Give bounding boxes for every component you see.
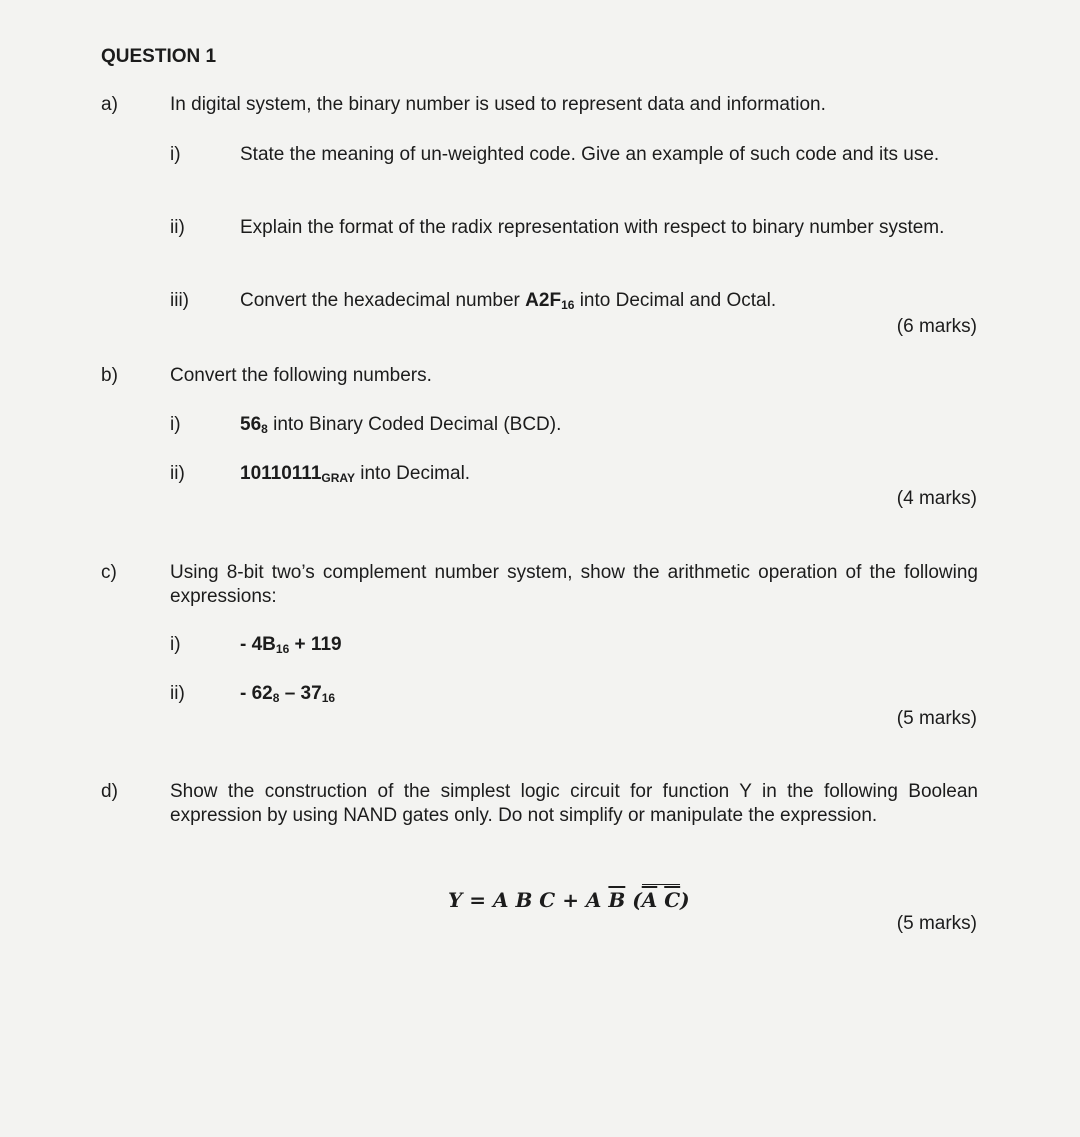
part-a-text: In digital system, the binary number is used to represent data and information.: [170, 94, 826, 115]
part-c-ii-expression: - $62_8 - 37_{16}$: [240, 683, 336, 705]
part-c-i-label: i): [170, 634, 181, 655]
part-a-iii-text: Convert the hexadecimal number $A2F_{16}$ into Decimal and Octal.: [240, 290, 777, 312]
part-a-i-label: i): [170, 144, 181, 165]
b-complement: $\overline{B}$: [608, 888, 626, 912]
part-b-text: Convert the following numbers.: [170, 365, 432, 386]
part-b-ii-text: $10110111_{GRAY}$ into Decimal.: [240, 463, 471, 485]
part-a-iii-label: iii): [170, 290, 189, 311]
part-a-ii-text: Explain the format of the radix representation with respect to binary number system.: [240, 217, 945, 238]
part-c-ii-label: ii): [170, 683, 185, 704]
part-b-i-label: i): [170, 414, 181, 435]
part-c-marks: (5 marks): [896, 708, 977, 729]
part-a-marks: (6 marks): [896, 316, 977, 337]
nand-overbar: [642, 884, 680, 913]
a-complement: $\overline{A}$: [641, 888, 658, 912]
part-d-text: Show the construction of the simplest logic circuit for function Y in the following Boolean expression by using NAND gates only. Do not simplify or manipulate the expression.: [170, 781, 978, 826]
c-complement: $\overline{C}$: [664, 888, 681, 912]
part-b-label: b): [101, 365, 118, 386]
part-c-label: c): [101, 562, 117, 583]
boolean-expression: Y = A B C + A $\overline{B}$ ($\overline{A}$ $\overline{C}$): [448, 884, 690, 913]
part-d-marks: (5 marks): [896, 913, 977, 934]
part-b-marks: (4 marks): [896, 488, 977, 509]
part-a-i-text: State the meaning of un-weighted code. Give an example of such code and its use.: [240, 144, 940, 165]
part-a-label: a): [101, 94, 118, 115]
part-a-ii-label: ii): [170, 217, 185, 238]
part-b-i-text: $56_8$ into Binary Coded Decimal (BCD).: [240, 414, 562, 436]
question-title: QUESTION 1: [101, 46, 217, 67]
part-b-ii-label: ii): [170, 463, 185, 484]
part-c-text: Using 8-bit two’s complement number system, show the arithmetic operation of the following expressions:: [170, 562, 978, 607]
part-c-i-expression: - $4B_{16} + 119$: [240, 634, 342, 656]
part-d-label: d): [101, 781, 118, 802]
